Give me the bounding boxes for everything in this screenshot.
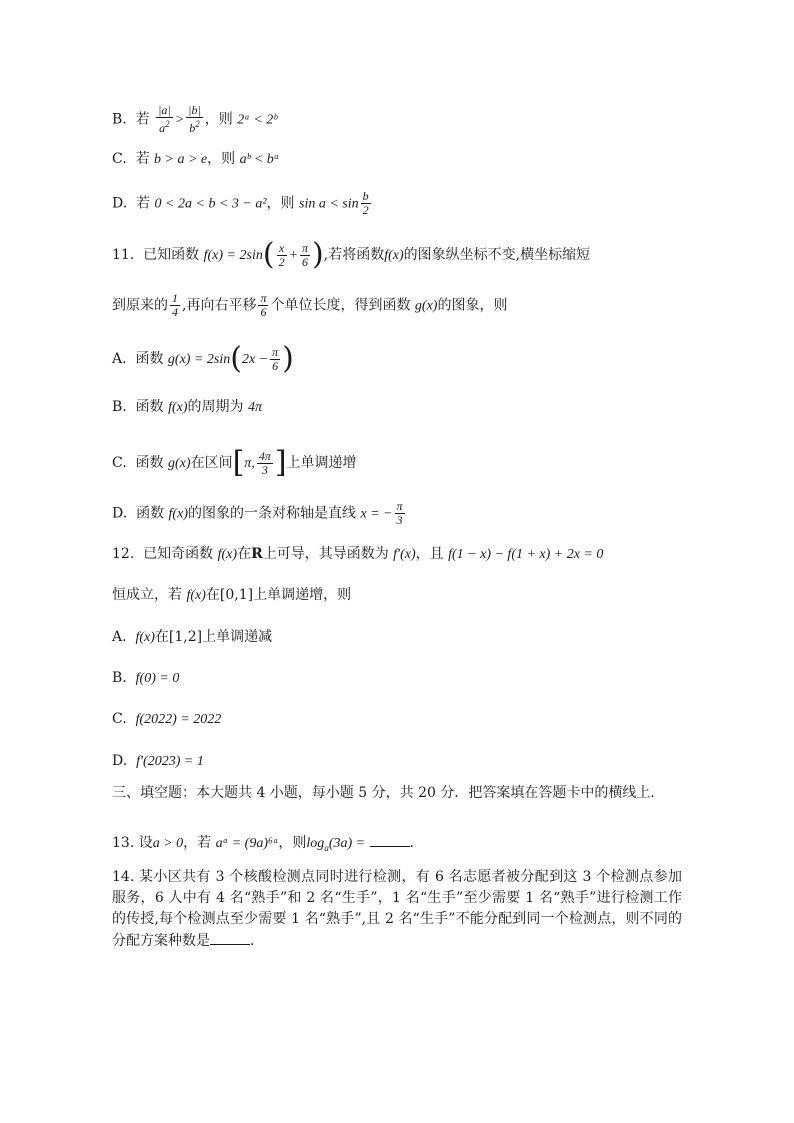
q10-option-d: D. 若 0 < 2a < b < 3 − a²，则 sin a < sin $\frac{b}{2}$ bbox=[112, 189, 369, 217]
fraction: $\frac{\pi}{6}$ bbox=[302, 240, 309, 269]
q12-stem-line1: 12. 已知奇函数 f(x)在R上可导，其导函数为 f′(x)，且 f(1 − x) − f(1 + x) + 2x = 0 bbox=[112, 546, 604, 562]
q12-option-a: A. f(x)在[1,2]上单调递减 bbox=[112, 629, 273, 645]
q11-option-b: B. 函数 f(x)的周期为 4π bbox=[112, 399, 263, 415]
q11-stem-line2: 到原来的 $\frac{1}{4}$ ,再向右平移 $\frac{\pi}{6}$ 个单位长度，得到函数 g(x)的图象，则 bbox=[112, 291, 508, 319]
q12-option-b: B. f(0) = 0 bbox=[112, 670, 180, 686]
q13: 13. 设a > 0，若 aᵃ = (9a)⁶ᵃ，则$\log_a(3a)$ = . bbox=[112, 832, 414, 858]
q10-option-c: C. 若 b > a > e，则 aᵇ < bᵃ bbox=[112, 151, 280, 167]
q11-stem-line1: 11. 已知函数 f(x) = 2sin( $\frac{x}{2}$ + $\frac{\pi}{6}$ ),若将函数f(x)的图象纵坐标不变,横坐标缩短 bbox=[112, 237, 591, 272]
answer-blank[interactable] bbox=[210, 930, 250, 945]
fraction: $\frac{x}{2}$ bbox=[278, 240, 285, 269]
fraction: $\frac{\pi}{6}$ bbox=[260, 291, 267, 319]
q11-option-d: D. 函数 f(x)的图象的一条对称轴是直线 x = − $\frac{\pi}{3}$ bbox=[112, 499, 403, 527]
q10-option-b: B. 若 $\frac{|a|}{a^2}$ > $\frac{|b|}{b^2}$ ，则 2ᵃ < 2ᵇ bbox=[112, 103, 278, 135]
fraction: $\frac{\pi}{3}$ bbox=[396, 499, 403, 527]
q11-option-c: C. 函数 g(x)在区间[π, $\frac{4\pi}{3}$ ]上单调递增 bbox=[112, 445, 357, 480]
fraction: $\frac{|a|}{a^2}$ bbox=[158, 103, 171, 135]
q12-option-c: C. f(2022) = 2022 bbox=[112, 711, 222, 727]
q11-option-a: A. 函数 g(x) = 2sin(2x − $\frac{\pi}{6}$ ) bbox=[112, 341, 294, 376]
q12-stem-line2: 恒成立，若 f(x)在[0,1]上单调递增，则 bbox=[112, 587, 352, 603]
answer-blank[interactable] bbox=[370, 832, 410, 847]
fraction: $\frac{|b|}{b^2}$ bbox=[188, 103, 201, 135]
q14: 14. 某小区共有 3 个核酸检测点同时进行检测，有 6 名志愿者被分配到这 3 个检测点参加服务，6 人中有 4 名“熟手”和 2 名“生手”，1 名“生手”至少需要 1 名“熟手”进行检测工作的传授,每个检测点至少需要 1 名“熟手”,且 2 名“生手”不能分配到同一个检测点，则不同的分配方案种数是 . bbox=[112, 869, 682, 949]
fraction: $\frac{4\pi}{3}$ bbox=[258, 448, 271, 477]
fraction: $\frac{b}{2}$ bbox=[362, 189, 369, 217]
q12-option-d: D. f′(2023) = 1 bbox=[112, 753, 204, 769]
fraction: $\frac{1}{4}$ bbox=[172, 291, 178, 319]
section-3-heading: 三、填空题：本大题共 4 小题，每小题 5 分，共 20 分．把答案填在答题卡中的横线上． bbox=[112, 785, 665, 801]
option-label: B. bbox=[112, 111, 127, 128]
fraction: $\frac{\pi}{6}$ bbox=[272, 344, 279, 373]
math-expression: 2ᵃ < 2ᵇ bbox=[237, 112, 278, 128]
